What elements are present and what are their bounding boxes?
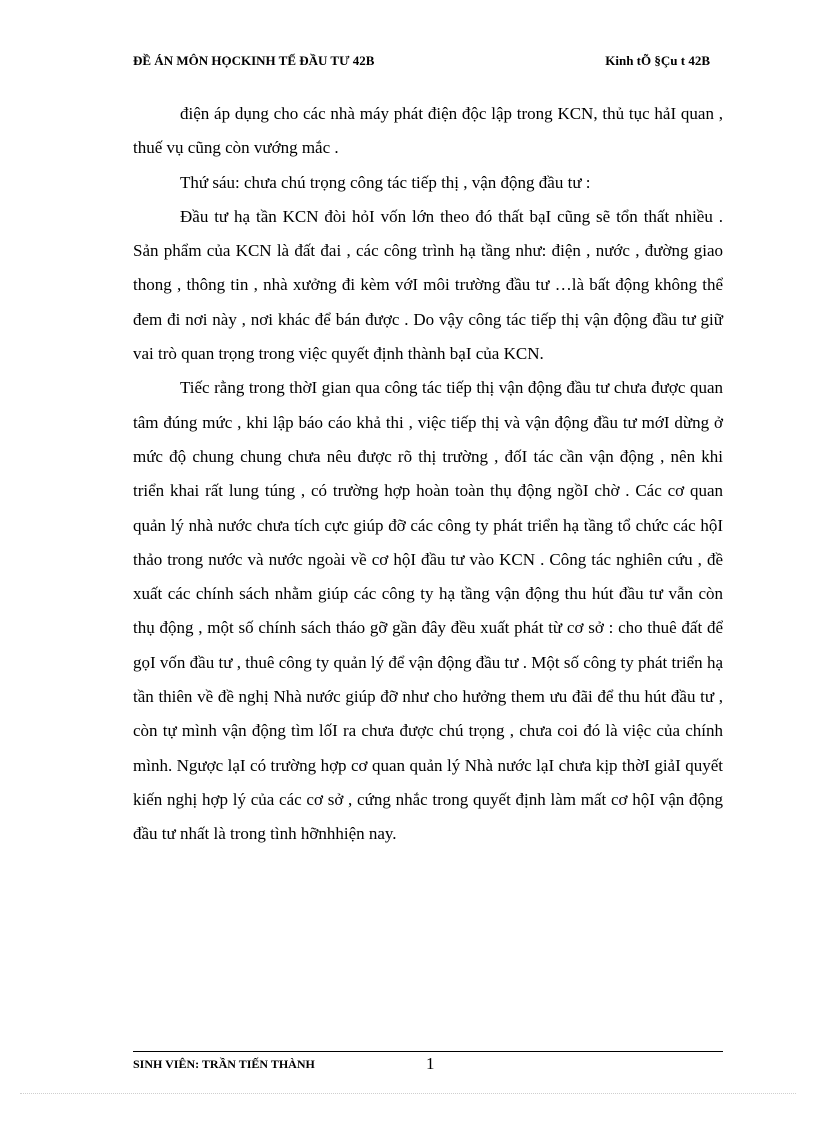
footer-author: SINH VIÊN: TRẦN TIẾN THÀNH — [133, 1057, 315, 1071]
document-body — [133, 97, 723, 852]
header-course-title: ĐỀ ÁN MÔN HỌCKINH TẾ ĐẦU TƯ 42B — [133, 53, 375, 68]
paragraph-marketing: Tiếc rằng trong thờI gian qua công tác tiếp thị vận động đầu tư chưa được quan tâm đúng mức , khi lập báo cáo khả thi , việc tiếp thị và vận động đầu tư mớI dừng ở mức độ chung chung chưa nêu được rõ thị trường , đốI tác cần vận động , nên khi triển khai rất lung túng , có trường hợp hoàn toàn thụ động ngồI chờ . Các cơ quan quản lý nhà nước chưa tích cực giúp đỡ các công ty phát triển hạ tầng tổ chức các hộI thảo trong nước và nước ngoài về cơ hộI đầu tư vào KCN . Công tác nghiên cứu , đề xuất các chính sách nhằm giúp các công ty hạ tầng vận động thu hút đầu tư vẫn còn thụ động , một số chính sách tháo gỡ gần đây đều xuất phát từ cơ sở : cho thuê đất để gọI vốn đầu tư , thuê công ty quản lý để vận động đầu tư . Một số công ty phát triển hạ tần thiên về đề nghị Nhà nước giúp đỡ như cho hưởng them ưu đãi để thu hút đầu tư , còn tự mình vận động tìm lốI ra chưa được chú trọng , chưa coi đó là việc của chính mình. Ngược lạI có trường hợp cơ quan quản lý Nhà nước lạI chưa kịp thờI giảI quyết kiến nghị hợp lý của các cơ sở , cứng nhắc trong quyết định làm mất cơ hộI vận động đầu tư nhất là trong tình hỡnhhiện nay. — [133, 378, 723, 844]
header-class-label: Kinh tÕ §Çu t 42B — [605, 53, 710, 68]
page-boundary-dotted-line — [20, 1093, 796, 1094]
paragraph-infrastructure: Đầu tư hạ tần KCN đòi hỏI vốn lớn theo đó thất bạI cũng sẽ tổn thất nhiều . Sản phẩm của KCN là đất đai , các công trình hạ tầng như: điện , nước , đường giao thong , thông tin , nhà xưởng đi kèm vớI môi trường đầu tư …là bất động không thể đem đi nơi này , nơi khác để bán được . Do vậy công tác tiếp thị vận động đầu tư giữ vai trò quan trọng trong việc quyết định thành bạI của KCN. — [133, 206, 723, 364]
paragraph-section-heading: Thứ sáu: chưa chú trọng công tác tiếp thị , vận động đầu tư : — [180, 172, 591, 192]
footer-divider — [133, 1051, 723, 1052]
paragraph-continuation: điện áp dụng cho các nhà máy phát điện độc lập trong KCN, thủ tục hảI quan , thuế vụ cũng còn vướng mắc . — [133, 104, 723, 158]
page-header — [133, 53, 710, 73]
page-number: 1 — [426, 1054, 435, 1073]
